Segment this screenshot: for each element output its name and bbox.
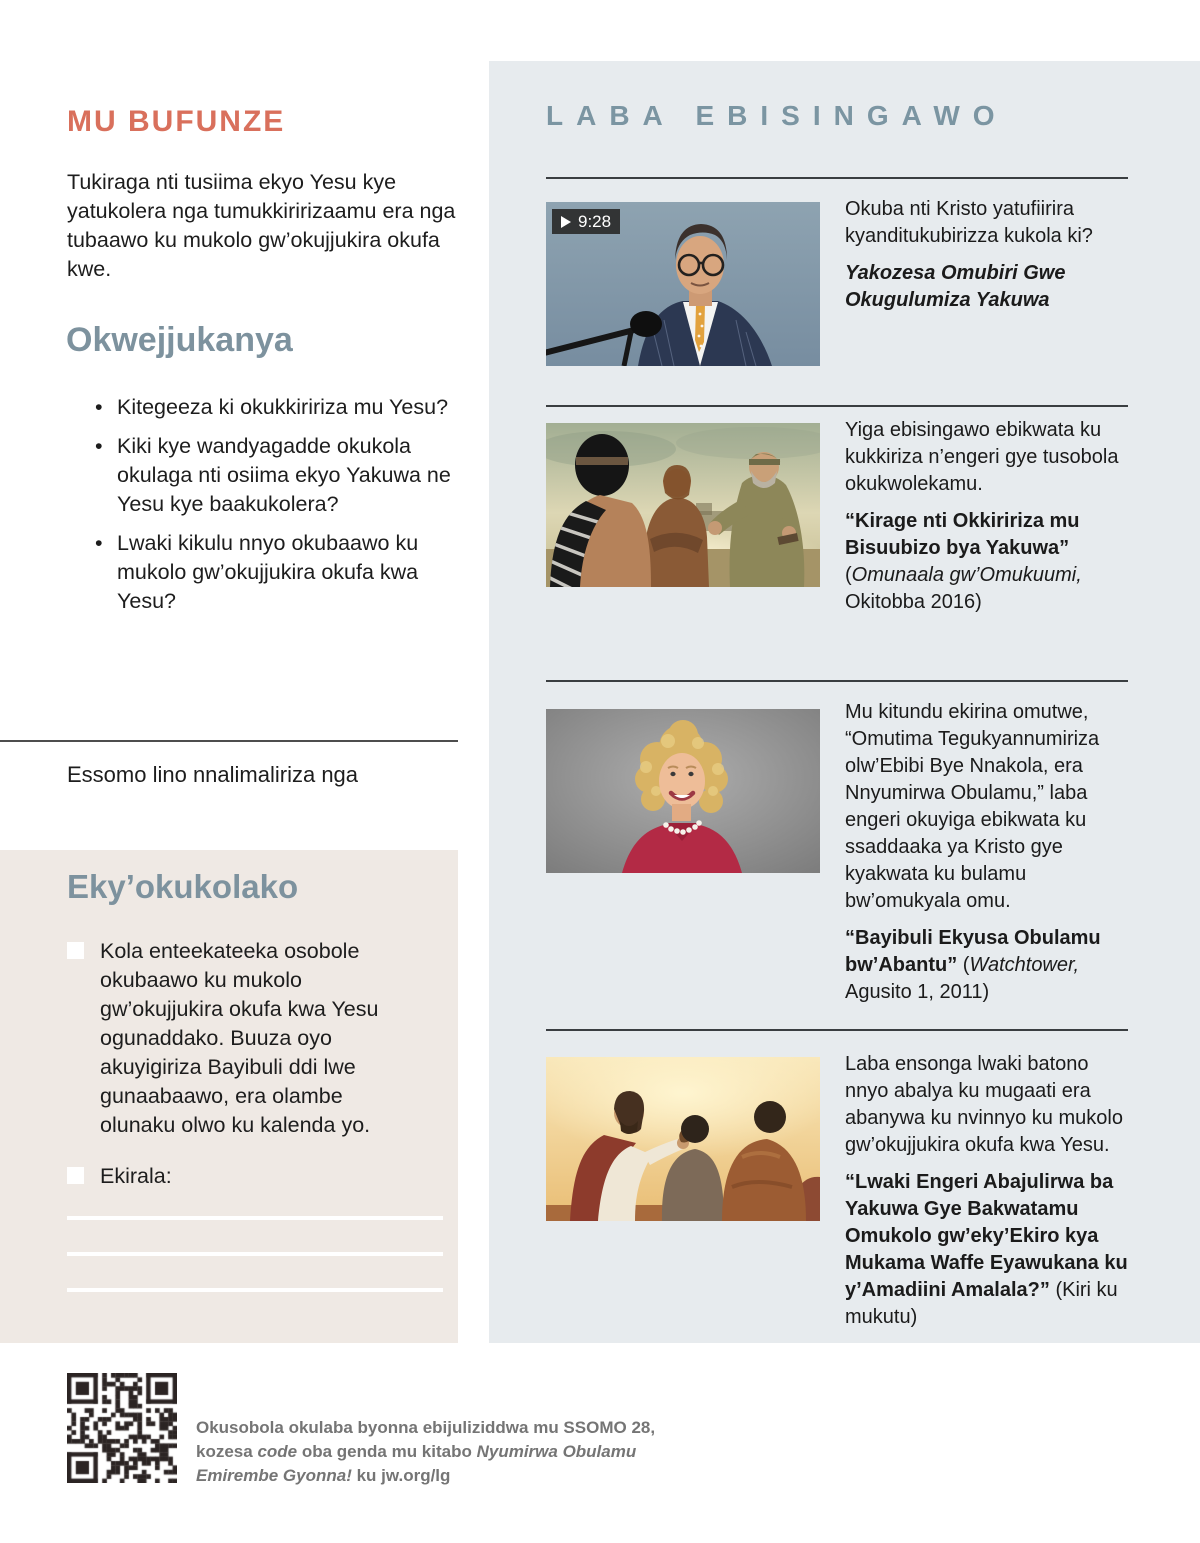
write-line[interactable] — [67, 1216, 443, 1220]
smiling-woman-portrait-illustration — [546, 709, 820, 873]
video-duration: 9:28 — [578, 211, 612, 231]
review-heading: Okwejjukanya — [66, 321, 293, 359]
task-text: Kola enteekateeka osobole okubaawo ku mukolo gw’okujjukira okufa kwa Yesu ogunaddako. Buuza oyo akuyigiriza Bayibuli ddi lwe gunaabaawo, era olambe olunaku olwo ku kalenda yo. — [100, 939, 379, 1137]
see-more-item — [845, 196, 1131, 314]
divider — [546, 177, 1128, 179]
task-text: Ekirala: — [100, 1164, 172, 1188]
review-question — [95, 432, 465, 519]
divider — [0, 740, 458, 742]
see-more-item: Laba ensonga lwaki batono nnyo abalya ku mugaati era abanywa ku nvinnyo ku mukolo gw’okujjukira okufa kwa Yesu. “Lwaki Engeri Abajulirwa ba Yakuwa Gye Bakwatamu Omukolo gw’eky’Ekiro kya Mukama Waffe Eyawukana ku y’Amadiini Amalala?” (Kiri ku mukutu) — [845, 1051, 1131, 1331]
jesus-sharing-bread-painting-illustration — [546, 1057, 820, 1221]
item-title-link[interactable]: “Bayibuli Ekyusa Obulamu bw’Abantu” — [845, 927, 1101, 976]
review-question-list — [95, 393, 465, 626]
item-title-link[interactable]: “Lwaki Engeri Abajulirwa ba Yakuwa Gye Bakwatamu Omukolo gw’eky’Ekiro kya Mukama Waffe Eyawukana ku y’Amadiini Amalala?” — [845, 1171, 1128, 1301]
summary-heading: MU BUFUNZE — [67, 105, 286, 138]
qr-code — [67, 1373, 177, 1483]
review-question-text: Kitegeeza ki okukkiririza mu Yesu? — [117, 395, 449, 419]
bullet-icon: • — [95, 395, 103, 419]
article-image-memorial-meal[interactable] — [546, 1057, 820, 1221]
three-bible-era-men-talking-illustration — [546, 423, 820, 587]
divider — [546, 1029, 1128, 1031]
completion-note: Essomo lino nnalimaliriza nga — [67, 762, 359, 787]
article-image-three-men[interactable] — [546, 423, 820, 587]
see-more-item: Mu kitundu ekirina omutwe, “Omutima Tegukyannumiriza olw’Ebibi Bye Nnakola, era Nnyumirwa Obulamu,” laba engeri okuyiga ebikwata ku ssaddaaka ya Kristo gye kyakwata ku bulamu bw’omukyala omu. “Bayibuli Ekyusa Obulamu bw’Abantu” (Watchtower, Agusito 1, 2011) — [845, 699, 1131, 1006]
summary-text: Tukiraga nti tusiima ekyo Yesu kye yatukolera nga tumukkiririzaamu era nga tubaawo ku mukolo gw’okujjukira okufa kwe. — [67, 170, 456, 281]
bullet-icon: • — [95, 434, 103, 458]
checkbox[interactable] — [67, 1167, 84, 1184]
video-duration-badge[interactable] — [552, 209, 620, 234]
review-question — [95, 393, 465, 422]
footer-note: Okusobola okulaba byonna ebijuliziddwa mu SSOMO 28, kozesa code oba genda mu kitabo Nyumirwa Obulamu Emirembe Gyonna! ku jw.org/lg — [196, 1418, 656, 1485]
article-image-smiling-woman[interactable] — [546, 709, 820, 873]
see-more-item: Yiga ebisingawo ebikwata ku kukkiriza n’engeri gye tusobola okukwolekamu. “Kirage nti Okkiririza mu Bisuubizo bya Yakuwa” (Omunaala gw’Omukuumi, Okitobba 2016) — [845, 417, 1131, 616]
review-question-text: Kiki kye wandyagadde okukola okulaga nti osiima ekyo Yakuwa ne Yesu kye baakukolera? — [117, 434, 451, 516]
item-description: Yiga ebisingawo ebikwata ku kukkiriza n’engeri gye tusobola okukwolekamu. — [845, 419, 1119, 495]
play-icon — [561, 216, 571, 228]
review-question — [95, 529, 465, 616]
review-question-text: Lwaki kikulu nnyo okubaawo ku mukolo gw’okujjukira okufa kwa Yesu? — [117, 531, 419, 613]
write-line[interactable] — [67, 1288, 443, 1292]
checkbox[interactable] — [67, 942, 84, 959]
see-more-heading: LABA EBISINGAWO — [546, 100, 1008, 131]
divider — [546, 680, 1128, 682]
write-line[interactable] — [67, 1252, 443, 1256]
action-heading: Eky’okukolako — [67, 868, 299, 905]
item-description: Okuba nti Kristo yatufiirira kyanditukubirizza kukola ki? — [845, 198, 1093, 247]
divider — [546, 405, 1128, 407]
item-title-link[interactable]: Yakozesa Omubiri Gwe Okugulumiza Yakuwa — [845, 262, 1066, 311]
item-title-link[interactable]: “Kirage nti Okkiririza mu Bisuubizo bya Yakuwa” — [845, 510, 1080, 559]
bullet-icon: • — [95, 531, 103, 555]
item-description: Mu kitundu ekirina omutwe, “Omutima Tegukyannumiriza olw’Ebibi Bye Nnakola, era Nnyumirwa Obulamu,” laba engeri okuyiga ebikwata ku ssaddaaka ya Kristo gye kyakwata ku bulamu bw’omukyala omu. — [845, 701, 1100, 912]
item-description: Laba ensonga lwaki batono nnyo abalya ku mugaati era abanywa ku nvinnyo ku mukolo gw’okujjukira okufa kwa Yesu. — [845, 1053, 1123, 1156]
